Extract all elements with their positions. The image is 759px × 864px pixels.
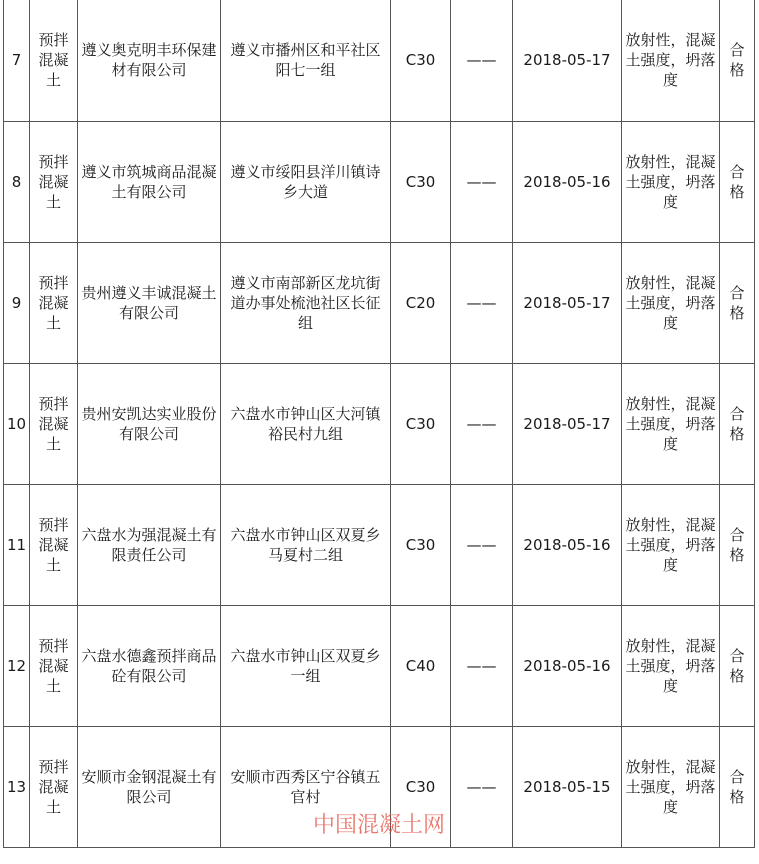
product-name: 预拌混凝土 — [30, 0, 78, 121]
table-row — [4, 0, 755, 121]
row-number: 12 — [4, 605, 30, 726]
test-items: 放射性，混凝土强度，坍落度 — [622, 726, 720, 847]
product-name: 预拌混凝土 — [30, 242, 78, 363]
company-address: 遵义市南部新区龙坑街道办事处梳池社区长征组 — [221, 242, 391, 363]
company-address: 六盘水市钟山区大河镇裕民村九组 — [221, 363, 391, 484]
specification: —— — [451, 363, 513, 484]
product-name: 预拌混凝土 — [30, 605, 78, 726]
specification: —— — [451, 242, 513, 363]
table-row — [4, 363, 755, 484]
strength-grade: C20 — [391, 242, 451, 363]
production-date: 2018-05-16 — [513, 121, 622, 242]
table-row — [4, 121, 755, 242]
production-date: 2018-05-17 — [513, 0, 622, 121]
strength-grade: C30 — [391, 726, 451, 847]
company-address: 遵义市绥阳县洋川镇诗乡大道 — [221, 121, 391, 242]
company-name: 六盘水德鑫预拌商品砼有限公司 — [78, 605, 221, 726]
test-result: 合格 — [720, 726, 755, 847]
company-name: 贵州安凯达实业股份有限公司 — [78, 363, 221, 484]
test-result: 合格 — [720, 0, 755, 121]
strength-grade: C30 — [391, 484, 451, 605]
strength-grade: C30 — [391, 363, 451, 484]
table-body — [4, 0, 755, 847]
test-result: 合格 — [720, 484, 755, 605]
test-result: 合格 — [720, 242, 755, 363]
company-address: 安顺市西秀区宁谷镇五官村 — [221, 726, 391, 847]
production-date: 2018-05-16 — [513, 484, 622, 605]
specification: —— — [451, 484, 513, 605]
test-result: 合格 — [720, 605, 755, 726]
test-items: 放射性，混凝土强度，坍落度 — [622, 242, 720, 363]
company-name: 遵义奥克明丰环保建材有限公司 — [78, 0, 221, 121]
company-address: 六盘水市钟山区双夏乡马夏村二组 — [221, 484, 391, 605]
product-name: 预拌混凝土 — [30, 726, 78, 847]
company-name: 遵义市筑城商品混凝土有限公司 — [78, 121, 221, 242]
row-number: 13 — [4, 726, 30, 847]
strength-grade: C30 — [391, 121, 451, 242]
test-items: 放射性，混凝土强度，坍落度 — [622, 0, 720, 121]
company-address: 六盘水市钟山区双夏乡一组 — [221, 605, 391, 726]
test-items: 放射性，混凝土强度，坍落度 — [622, 121, 720, 242]
test-result: 合格 — [720, 121, 755, 242]
production-date: 2018-05-17 — [513, 242, 622, 363]
test-items: 放射性，混凝土强度，坍落度 — [622, 605, 720, 726]
strength-grade: C30 — [391, 0, 451, 121]
production-date: 2018-05-15 — [513, 726, 622, 847]
test-result: 合格 — [720, 363, 755, 484]
specification: —— — [451, 605, 513, 726]
production-date: 2018-05-17 — [513, 363, 622, 484]
test-items: 放射性，混凝土强度，坍落度 — [622, 363, 720, 484]
product-name: 预拌混凝土 — [30, 121, 78, 242]
product-name: 预拌混凝土 — [30, 484, 78, 605]
row-number: 9 — [4, 242, 30, 363]
product-name: 预拌混凝土 — [30, 363, 78, 484]
table-row — [4, 605, 755, 726]
company-name: 安顺市金钢混凝土有限公司 — [78, 726, 221, 847]
row-number: 11 — [4, 484, 30, 605]
company-name: 贵州遵义丰诚混凝土有限公司 — [78, 242, 221, 363]
test-items: 放射性，混凝土强度，坍落度 — [622, 484, 720, 605]
watermark: 中国混凝土网 — [313, 813, 446, 838]
company-address: 遵义市播州区和平社区阳七一组 — [221, 0, 391, 121]
table-row — [4, 242, 755, 363]
specification: —— — [451, 121, 513, 242]
company-name: 六盘水为强混凝土有限责任公司 — [78, 484, 221, 605]
specification: —— — [451, 726, 513, 847]
inspection-results-table — [3, 0, 755, 848]
row-number: 7 — [4, 0, 30, 121]
strength-grade: C40 — [391, 605, 451, 726]
row-number: 10 — [4, 363, 30, 484]
production-date: 2018-05-16 — [513, 605, 622, 726]
specification: —— — [451, 0, 513, 121]
table-row — [4, 484, 755, 605]
row-number: 8 — [4, 121, 30, 242]
